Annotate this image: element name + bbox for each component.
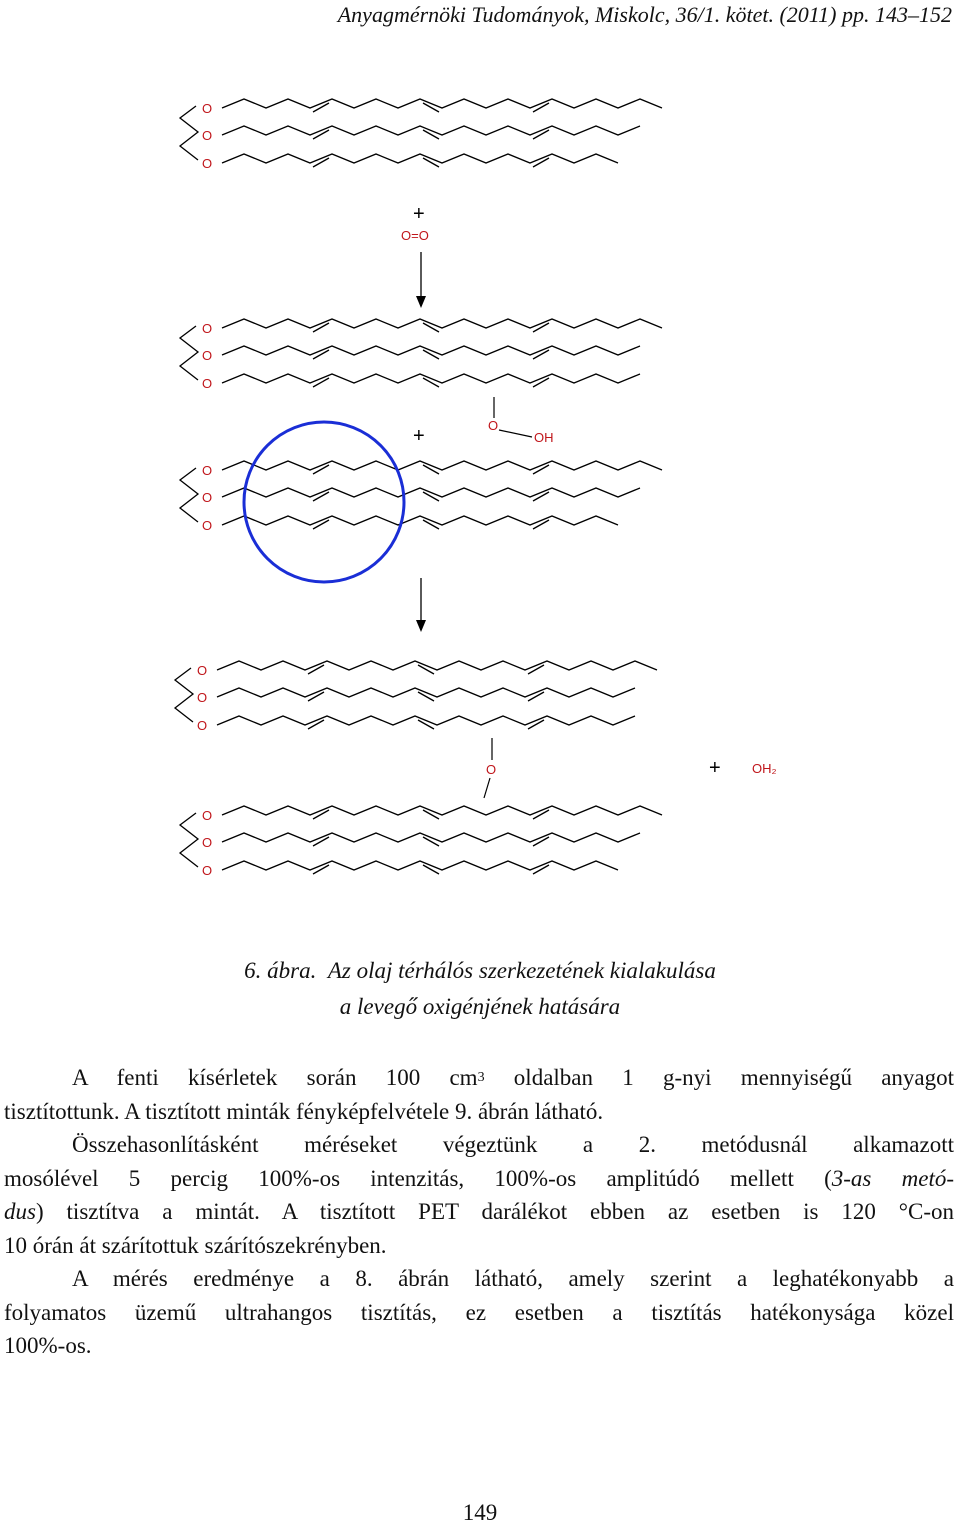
fatty-acid-chain	[222, 861, 618, 870]
oxygen-atom-label: O	[202, 463, 213, 478]
text-line: Összehasonlításként méréseket végeztünk a 2. metódusnál alkamazott	[72, 1132, 954, 1157]
oxygen-atom-label: O	[202, 518, 213, 533]
peroxide-bond	[499, 430, 532, 437]
fatty-acid-chain	[222, 346, 640, 355]
double-bond	[308, 720, 324, 729]
double-bond	[313, 103, 329, 112]
double-bond	[533, 865, 549, 874]
hydroxyl-label: OH	[534, 430, 554, 445]
double-bond	[528, 720, 544, 729]
figure-caption-line1	[0, 958, 960, 984]
double-bond	[533, 378, 549, 387]
double-bond	[533, 837, 549, 846]
double-bond	[533, 810, 549, 819]
page-number: 149	[462, 1500, 498, 1525]
oxygen-atom-label: O	[202, 156, 213, 171]
double-bond	[418, 665, 434, 674]
double-bond	[313, 520, 329, 529]
double-bond	[423, 130, 439, 139]
fatty-acid-chain	[222, 126, 640, 135]
oxygen-atom-label: O	[197, 663, 208, 678]
double-bond	[423, 350, 439, 359]
double-bond	[423, 378, 439, 387]
atom-labels	[197, 101, 212, 878]
figure-title-line1: Az olaj térhálós szerkezetének kialakulása	[327, 958, 716, 983]
fatty-acid-chain	[222, 461, 662, 470]
glycerol-backbone	[180, 106, 198, 160]
double-bond	[423, 865, 439, 874]
double-bond	[528, 692, 544, 701]
oxygen-molecule-label: O=O	[401, 228, 429, 243]
double-bond	[423, 323, 439, 332]
plus-sign-3: +	[709, 757, 721, 779]
double-bond	[313, 810, 329, 819]
double-bond	[528, 665, 544, 674]
glycerol-backbone	[180, 326, 198, 380]
oxygen-atom-label: O	[202, 321, 213, 336]
double-bond	[313, 130, 329, 139]
crosslink-bond-bottom	[484, 778, 490, 798]
text-line: mosólével 5 percig 100%-os intenzitás, 100%-os amplitúdó mellett (3-as metó-	[4, 1165, 954, 1191]
body-text	[4, 1061, 954, 1363]
fatty-acid-chain	[217, 716, 635, 725]
double-bond	[423, 103, 439, 112]
oxygen-atom-label: O	[202, 808, 213, 823]
fatty-acid-chain	[222, 374, 640, 383]
double-bond	[533, 130, 549, 139]
double-bond	[308, 692, 324, 701]
running-header: Anyagmérnöki Tudományok, Miskolc, 36/1. kötet. (2011) pp. 143–152	[337, 2, 952, 27]
fatty-acid-chain	[222, 154, 618, 163]
double-bond	[313, 323, 329, 332]
text-line: folyamatos üzemű ultrahangos tisztítás, ez esetben a tisztítás hatékonysága közel	[4, 1299, 954, 1325]
double-bond	[533, 520, 549, 529]
double-bond	[533, 465, 549, 474]
oxygen-atom-label: O	[202, 835, 213, 850]
fatty-acid-chain	[222, 99, 662, 108]
glycerol-backbone	[180, 813, 198, 867]
double-bond	[423, 158, 439, 167]
oxygen-atom-label: O	[197, 690, 208, 705]
highlight-circle-icon	[244, 422, 404, 582]
glycerol-backbone	[175, 668, 193, 722]
double-bond	[533, 158, 549, 167]
fatty-acid-chain	[222, 319, 662, 328]
reaction-arrow-2-head-icon	[416, 620, 426, 632]
double-bond	[533, 350, 549, 359]
text-line: tisztítottunk. A tisztított minták fényképfelvétele 9. ábrán látható.	[4, 1098, 604, 1124]
double-bond	[313, 465, 329, 474]
double-bond	[313, 350, 329, 359]
oxygen-atom-label: O	[202, 490, 213, 505]
fatty-acid-chain	[222, 488, 640, 497]
double-bond	[423, 465, 439, 474]
reaction-arrow-head-icon	[416, 296, 426, 308]
glycerol-backbone	[180, 468, 198, 522]
crosslink-oxygen-label: O	[486, 762, 497, 777]
double-bond	[418, 720, 434, 729]
fatty-acid-chain	[217, 688, 635, 697]
double-bond	[533, 492, 549, 501]
plus-sign-2: +	[413, 425, 425, 447]
oxygen-atom-label: O	[202, 128, 213, 143]
oxygen-atom-label: O	[202, 863, 213, 878]
double-bond	[423, 810, 439, 819]
fatty-acid-chain	[222, 806, 662, 815]
plus-sign-1: +	[413, 203, 425, 225]
oxygen-atom-label: O	[202, 376, 213, 391]
double-bond	[423, 837, 439, 846]
double-bond	[313, 837, 329, 846]
double-bond	[313, 158, 329, 167]
text-line: 100%-os.	[4, 1333, 92, 1358]
text-line: dus) tisztítva a mintát. A tisztított PET darálékot ebben az esetben is 120 °C-on	[4, 1199, 954, 1224]
double-bond	[533, 323, 549, 332]
fatty-acid-chain	[222, 833, 640, 842]
text-line: A mérés eredménye a 8. ábrán látható, amely szerint a leghatékonyabb a	[72, 1266, 954, 1291]
oxygen-atom-label: O	[197, 718, 208, 733]
double-bond	[423, 520, 439, 529]
double-bond	[418, 692, 434, 701]
oxygen-atom-label: O	[202, 348, 213, 363]
fatty-acid-chain	[222, 516, 618, 525]
double-bond	[313, 378, 329, 387]
fatty-acid-chain	[217, 661, 657, 670]
text-line: 10 órán át szárítottuk szárítószekrényben.	[4, 1232, 387, 1258]
hydroperoxide-o-label: O	[488, 418, 499, 433]
double-bond	[313, 865, 329, 874]
double-bond	[533, 103, 549, 112]
double-bond	[313, 492, 329, 501]
water-label: OH₂	[752, 761, 777, 776]
double-bond	[423, 492, 439, 501]
double-bond	[308, 665, 324, 674]
oxygen-atom-label: O	[202, 101, 213, 116]
figure-number: 6. ábra.	[244, 958, 317, 983]
text-line: A fenti kísérletek során 100 $cm^3$ oldalban 1 g-nyi mennyiségű anyagot	[72, 1065, 955, 1090]
figure-caption-line2: a levegő oxigénjének hatására	[339, 994, 621, 1019]
